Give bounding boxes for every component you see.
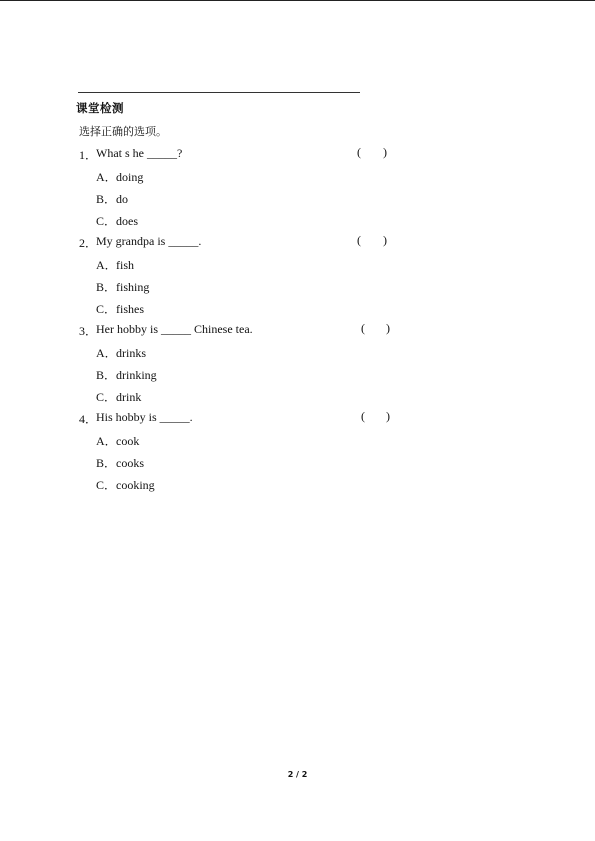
option-letter: C．: [96, 214, 117, 228]
question-4: [79, 410, 399, 426]
page-number: 2 / 2: [287, 770, 308, 779]
option-text: cook: [116, 434, 140, 448]
answer-paren-left: (: [357, 233, 361, 247]
option-3c: [96, 388, 141, 405]
option-letter: A．: [96, 170, 117, 184]
question-1: [79, 146, 399, 162]
answer-paren-right: ): [383, 233, 387, 247]
question-number: 4．: [79, 412, 98, 426]
option-text: cooks: [116, 456, 144, 470]
option-text: cooking: [116, 478, 155, 492]
option-1a: [96, 168, 143, 185]
option-letter: B．: [96, 456, 117, 470]
instruction-text: 选择正确的选项。: [79, 125, 167, 138]
option-text: fishing: [116, 280, 150, 294]
option-letter: B．: [96, 280, 117, 294]
option-4a: [96, 432, 139, 449]
answer-paren-right: ): [383, 145, 387, 159]
section-title: 课堂检测: [76, 101, 124, 115]
option-2a: [96, 256, 134, 273]
option-4b: [96, 454, 144, 471]
question-number: 1．: [79, 148, 98, 162]
question-text: Her hobby is _____ Chinese tea.: [96, 322, 253, 336]
question-text: My grandpa is _____.: [96, 234, 202, 248]
option-3a: [96, 344, 146, 361]
answer-paren-right: ): [386, 409, 390, 423]
option-text: drinking: [116, 368, 157, 382]
option-1c: [96, 212, 138, 229]
question-2: [79, 234, 399, 250]
option-letter: C．: [96, 478, 117, 492]
option-text: fishes: [116, 302, 144, 316]
answer-paren-left: (: [357, 145, 361, 159]
answer-paren-left: (: [361, 321, 365, 335]
option-letter: A．: [96, 258, 117, 272]
option-2c: [96, 300, 144, 317]
question-text: His hobby is _____.: [96, 410, 193, 424]
option-letter: B．: [96, 368, 117, 382]
option-text: doing: [116, 170, 144, 184]
question-text: What s he _____?: [96, 146, 183, 160]
option-3b: [96, 366, 157, 383]
option-4c: [96, 476, 155, 493]
option-text: drinks: [116, 346, 146, 360]
page-top-border: [0, 0, 595, 1]
option-letter: C．: [96, 302, 117, 316]
option-letter: B．: [96, 192, 117, 206]
option-text: do: [116, 192, 128, 206]
question-3: [79, 322, 399, 338]
header-rule: [78, 92, 360, 93]
option-letter: A．: [96, 346, 117, 360]
option-text: does: [116, 214, 138, 228]
question-number: 2．: [79, 236, 98, 250]
question-number: 3．: [79, 324, 98, 338]
option-text: drink: [116, 390, 142, 404]
answer-paren-right: ): [386, 321, 390, 335]
option-2b: [96, 278, 149, 295]
option-letter: A．: [96, 434, 117, 448]
answer-paren-left: (: [361, 409, 365, 423]
option-letter: C．: [96, 390, 117, 404]
option-1b: [96, 190, 128, 207]
option-text: fish: [116, 258, 134, 272]
